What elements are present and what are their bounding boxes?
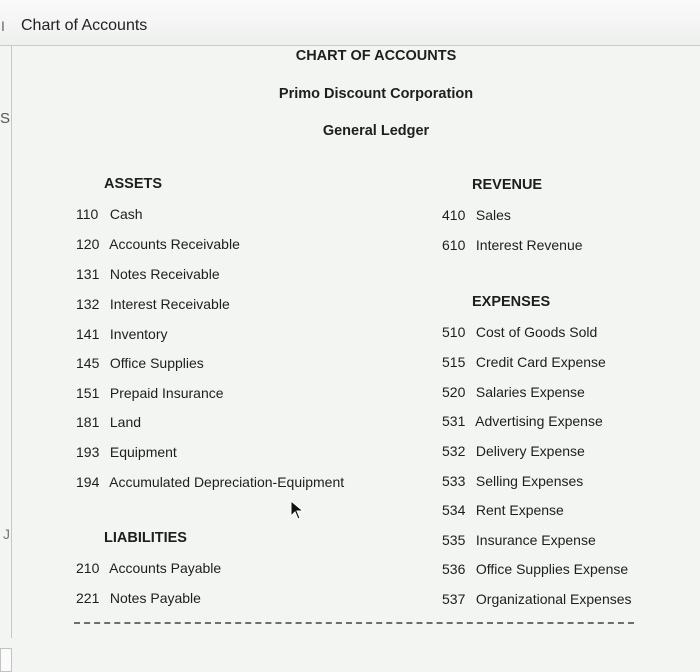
account-number: 193 <box>76 444 100 460</box>
expenses-heading: EXPENSES <box>472 294 551 310</box>
account-number: 520 <box>442 384 466 400</box>
account-row <box>76 266 220 282</box>
window-title-bar <box>0 0 700 46</box>
account-row <box>442 561 628 577</box>
account-number: 410 <box>442 207 466 223</box>
account-name: Cash <box>109 206 143 222</box>
account-row <box>76 590 201 606</box>
account-name: Inventory <box>109 326 168 342</box>
account-number: 194 <box>76 474 100 490</box>
account-name: Accounts Payable <box>109 560 222 576</box>
account-name: Organizational Expenses <box>475 591 632 607</box>
account-row <box>76 326 167 342</box>
account-number: 210 <box>76 560 100 576</box>
account-row <box>442 443 585 459</box>
title-bar-handle: I <box>1 18 5 34</box>
account-name: Land <box>109 414 142 430</box>
account-name: Accumulated Depreciation-Equipment <box>109 474 345 490</box>
gutter-letter-s: S <box>0 110 11 127</box>
cut-off-row-edge <box>74 622 634 624</box>
account-number: 531 <box>442 413 466 429</box>
account-name: Insurance Expense <box>475 532 596 548</box>
account-name: Interest Receivable <box>109 296 230 312</box>
account-name: Sales <box>475 207 511 223</box>
account-name: Equipment <box>109 444 177 460</box>
account-name: Accounts Receivable <box>109 236 240 252</box>
gutter-letter-j: J <box>3 526 10 542</box>
account-name: Rent Expense <box>475 502 564 518</box>
account-row <box>76 560 221 576</box>
account-number: 131 <box>76 266 100 282</box>
account-row <box>442 591 632 607</box>
account-row <box>76 474 344 490</box>
account-row <box>442 384 585 400</box>
account-row <box>76 355 204 371</box>
account-number: 120 <box>76 236 100 252</box>
gutter-scroll-box[interactable] <box>0 648 12 672</box>
account-row <box>442 324 597 340</box>
account-name: Advertising Expense <box>475 413 603 429</box>
account-row <box>442 207 511 223</box>
account-row <box>76 444 177 460</box>
account-row <box>442 354 606 370</box>
account-name: Credit Card Expense <box>475 354 606 370</box>
ledger-title: General Ledger <box>322 123 430 139</box>
account-number: 181 <box>76 414 100 430</box>
account-name: Salaries Expense <box>475 384 585 400</box>
account-row <box>442 473 583 489</box>
account-row <box>442 532 596 548</box>
account-row <box>442 502 564 518</box>
account-name: Notes Receivable <box>109 266 220 282</box>
mouse-pointer-icon <box>290 500 304 520</box>
account-row <box>76 296 230 312</box>
company-name: Primo Discount Corporation <box>278 86 474 102</box>
liabilities-heading: LIABILITIES <box>104 530 187 546</box>
left-gutter <box>0 46 12 638</box>
account-number: 515 <box>442 354 466 370</box>
account-number: 537 <box>442 591 466 607</box>
account-number: 533 <box>442 473 466 489</box>
account-name: Office Supplies Expense <box>475 561 629 577</box>
account-number: 132 <box>76 296 100 312</box>
account-number: 151 <box>76 385 100 401</box>
account-number: 141 <box>76 326 100 342</box>
account-number: 145 <box>76 355 100 371</box>
assets-heading: ASSETS <box>104 176 163 192</box>
account-row <box>76 385 224 401</box>
account-number: 534 <box>442 502 466 518</box>
account-number: 221 <box>76 590 100 606</box>
account-name: Delivery Expense <box>475 443 585 459</box>
account-name: Office Supplies <box>109 355 204 371</box>
account-number: 535 <box>442 532 466 548</box>
account-number: 110 <box>76 206 99 222</box>
account-row <box>442 237 583 253</box>
revenue-heading: REVENUE <box>472 177 543 193</box>
account-name: Selling Expenses <box>475 473 584 489</box>
account-row <box>76 236 240 252</box>
account-row <box>76 414 141 430</box>
account-name: Cost of Goods Sold <box>475 324 598 340</box>
account-number: 532 <box>442 443 466 459</box>
account-name: Interest Revenue <box>475 237 583 253</box>
account-row <box>442 413 603 429</box>
window-title: Chart of Accounts <box>21 17 148 34</box>
account-name: Prepaid Insurance <box>109 385 224 401</box>
account-name: Notes Payable <box>109 590 201 606</box>
account-number: 536 <box>442 561 466 577</box>
account-row <box>76 206 143 222</box>
document-heading: CHART OF ACCOUNTS <box>295 48 457 64</box>
account-number: 510 <box>442 324 466 340</box>
account-number: 610 <box>442 237 466 253</box>
